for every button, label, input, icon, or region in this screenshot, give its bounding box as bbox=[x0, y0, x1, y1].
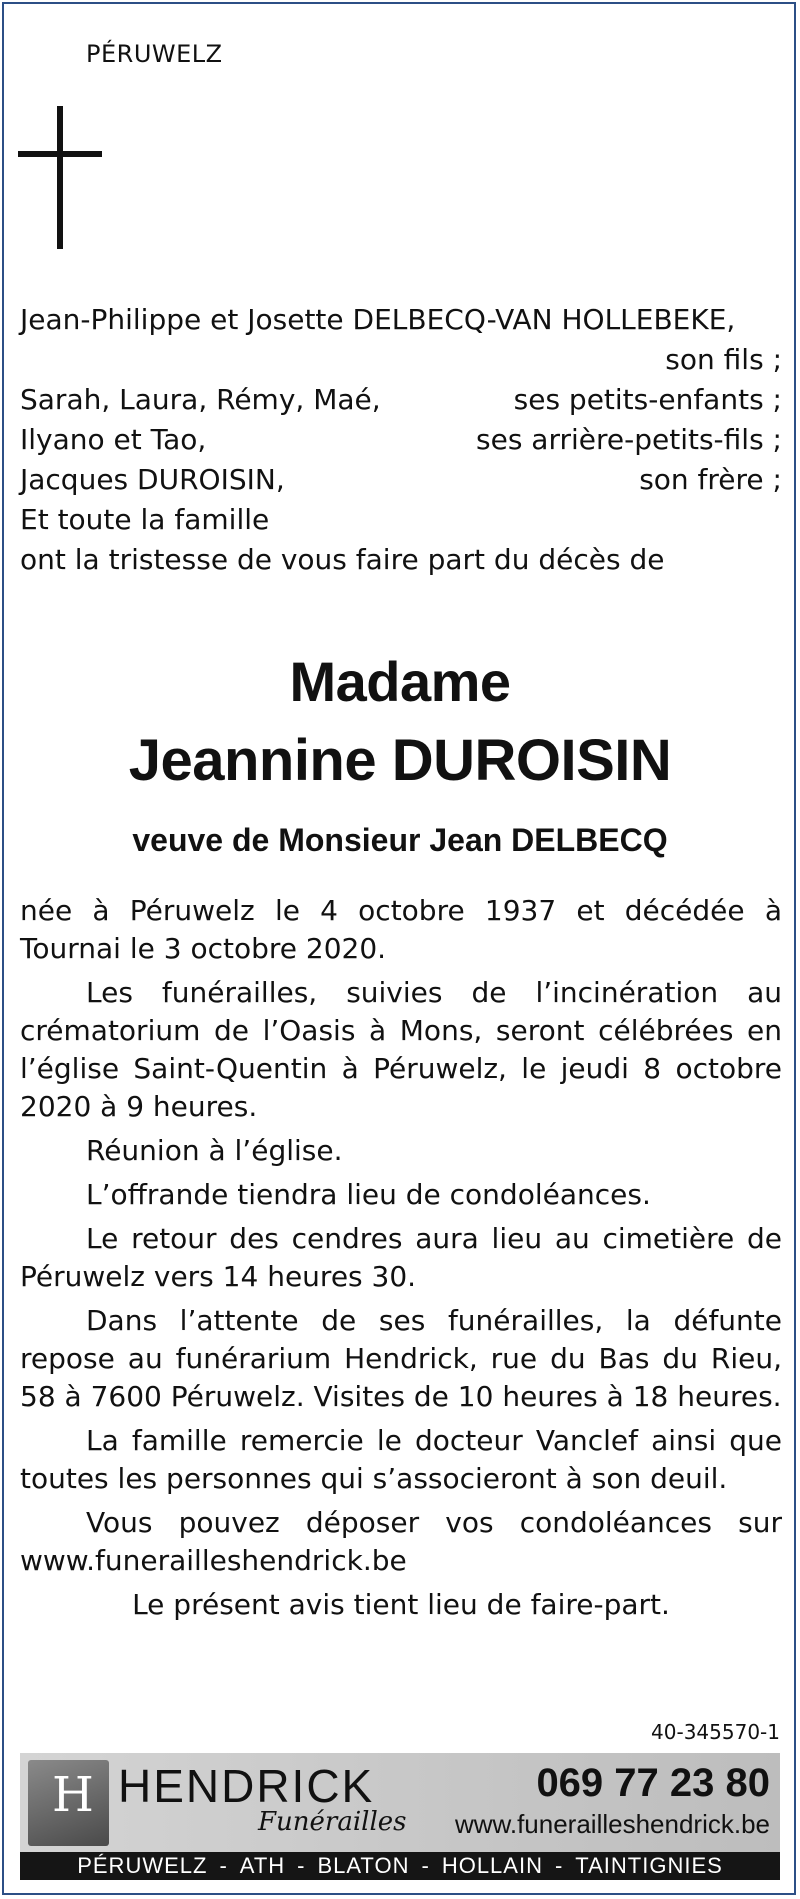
family-relation: ses arrière-petits-fils ; bbox=[476, 423, 782, 456]
deceased-widow-of: veuve de Monsieur Jean DELBECQ bbox=[132, 822, 668, 858]
deceased-name: Jeannine DUROISIN bbox=[128, 728, 672, 793]
family-row bbox=[20, 420, 782, 460]
reference-number: 40-345570-1 bbox=[651, 1720, 780, 1744]
company-tagline: Funérailles bbox=[258, 1807, 407, 1837]
town-item: ATH bbox=[239, 1853, 286, 1878]
cross-icon bbox=[57, 106, 63, 249]
family-name: Jean-Philippe et Josette DELBECQ-VAN HOLLEBEKE, bbox=[20, 303, 736, 336]
paragraph: L’offrande tiendra lieu de condoléances. bbox=[86, 1178, 651, 1211]
paragraph: Le retour des cendres aura lieu au cimetière de Péruwelz vers 14 heures 30. bbox=[20, 1222, 782, 1293]
family-name: Sarah, Laura, Rémy, Maé, bbox=[20, 383, 381, 416]
separator: - bbox=[421, 1853, 430, 1878]
paragraph: La famille remercie le docteur Vanclef ainsi que toutes les personnes qui s’associeront à son deuil. bbox=[20, 1424, 782, 1495]
family-row bbox=[20, 460, 782, 500]
separator: - bbox=[219, 1853, 228, 1878]
towns-bar bbox=[20, 1852, 780, 1880]
family-relation: son frère ; bbox=[639, 463, 782, 496]
phone-number: 069 77 23 80 bbox=[536, 1761, 770, 1805]
separator: - bbox=[554, 1853, 564, 1878]
town-item: HOLLAIN bbox=[441, 1853, 543, 1878]
paragraph: Les funérailles, suivies de l’incinération au crématorium de l’Oasis à Mons, seront célébrées en l’église Saint-Quentin à Péruwelz, le jeudi 8 octobre 2020 à 9 heures. bbox=[20, 976, 782, 1123]
family-name: Ilyano et Tao, bbox=[20, 423, 207, 456]
family-name: Jacques DUROISIN, bbox=[20, 463, 285, 496]
town-header: PÉRUWELZ bbox=[86, 40, 223, 68]
funeral-home-banner bbox=[20, 1753, 780, 1880]
family-list bbox=[20, 300, 782, 580]
family-row bbox=[20, 340, 782, 380]
separator: - bbox=[297, 1853, 306, 1878]
family-tail-line: Et toute la famille bbox=[20, 503, 270, 536]
town-item: BLATON bbox=[317, 1853, 410, 1878]
family-relation: son fils ; bbox=[665, 343, 782, 376]
company-name: HENDRICK bbox=[118, 1760, 375, 1812]
town-item: PÉRUWELZ bbox=[77, 1853, 208, 1878]
paragraph: née à Péruwelz le 4 octobre 1937 et décédée à Tournai le 3 octobre 2020. bbox=[20, 894, 782, 965]
paragraph: Dans l’attente de ses funérailles, la défunte repose au funérarium Hendrick, rue du Bas du Rieu, 58 à 7600 Péruwelz. Visites de 10 heures à 18 heures. bbox=[20, 1304, 782, 1413]
paragraph: Réunion à l’église. bbox=[86, 1134, 343, 1167]
notice-body bbox=[20, 892, 782, 1630]
town-item: TAINTIGNIES bbox=[575, 1853, 723, 1878]
website-link[interactable]: www.funerailleshendrick.be bbox=[454, 1809, 770, 1839]
family-row bbox=[20, 380, 782, 420]
paragraph: Vous pouvez déposer vos condoléances sur www.funerailleshendrick.be bbox=[20, 1506, 782, 1577]
deceased-title: Madame bbox=[289, 650, 511, 713]
family-tail-line: ont la tristesse de vous faire part du décès de bbox=[20, 543, 665, 576]
family-relation: ses petits-enfants ; bbox=[513, 383, 782, 416]
family-row bbox=[20, 300, 782, 340]
closing-line: Le présent avis tient lieu de faire-part. bbox=[132, 1588, 670, 1621]
logo-letter: H bbox=[52, 1767, 94, 1823]
cross-icon-bar bbox=[18, 151, 102, 157]
